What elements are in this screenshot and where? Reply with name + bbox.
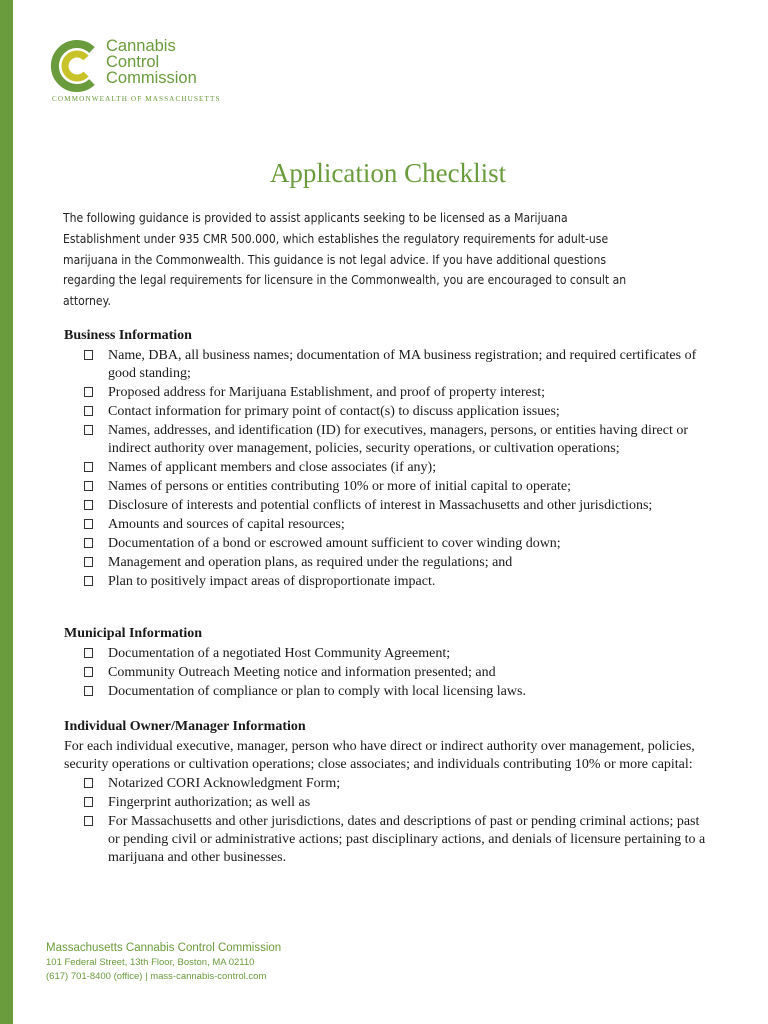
- checkbox-icon[interactable]: [84, 667, 93, 677]
- checklist-item: [64, 554, 714, 572]
- checklist-item-text: Documentation of a bond or escrowed amount sufficient to cover winding down;: [108, 536, 561, 551]
- checklist-item: [64, 573, 714, 591]
- checklist-item: [64, 497, 714, 515]
- logo-wordmark: [106, 38, 197, 86]
- checkbox-icon[interactable]: [84, 519, 93, 529]
- checklist-item-text: Name, DBA, all business names; documentation of MA business registration; and required certificates of good standing;: [108, 348, 697, 381]
- checkbox-icon[interactable]: [84, 778, 93, 788]
- individual-section: [64, 718, 714, 868]
- municipal-section: [64, 625, 714, 702]
- logo-line-3: Commission: [106, 69, 197, 87]
- checkbox-icon[interactable]: [84, 481, 93, 491]
- page-title: Application Checklist: [269, 158, 507, 188]
- checkbox-icon[interactable]: [84, 462, 93, 472]
- checklist-item-text: Names of applicant members and close associates (if any);: [108, 460, 437, 475]
- checklist-item-text: Contact information for primary point of contact(s) to discuss application issues;: [108, 404, 560, 419]
- checklist-item-text: Disclosure of interests and potential conflicts of interest in Massachusetts and other jurisdictions;: [108, 498, 653, 513]
- checklist-item-text: Documentation of a negotiated Host Community Agreement;: [108, 646, 451, 661]
- checklist-item-text: Fingerprint authorization; as well as: [108, 795, 311, 810]
- checkbox-icon[interactable]: [84, 557, 93, 567]
- individual-heading: Individual Owner/Manager Information: [64, 719, 306, 734]
- municipal-checklist: [64, 645, 714, 701]
- intro-paragraph: The following guidance is provided to assist applicants seeking to be licensed as a Marijuana Establishment under 935 CMR 500.000, which establishes the regulatory requirements for adult-use marijuana in the Commonwealth. This guidance is not legal advice. If you have additional questions regarding the legal requirements for licensure in the Commonwealth, you are encouraged to consult an attorney.: [63, 211, 627, 309]
- checklist-item-text: Amounts and sources of capital resources;: [108, 517, 345, 532]
- footer-org: Massachusetts Cannabis Control Commission: [46, 942, 282, 954]
- checkbox-icon[interactable]: [84, 425, 93, 435]
- checklist-item: [64, 384, 714, 402]
- business-section: [64, 327, 714, 592]
- checklist-item-text: For Massachusetts and other jurisdictions, dates and descriptions of past or pending criminal actions; past or pending civil or administrative actions; past disciplinary actions, and denials of licensure pertaining to a marijuana and other businesses.: [108, 814, 706, 865]
- logo-subtitle: COMMONWEALTH OF MASSACHUSETTS: [52, 95, 221, 103]
- checkbox-icon[interactable]: [84, 500, 93, 510]
- business-checklist: [64, 347, 714, 591]
- logo-c-icon: [46, 38, 102, 94]
- checklist-item: [64, 459, 714, 477]
- checklist-item: [64, 683, 714, 701]
- checklist-item-text: Management and operation plans, as required under the regulations; and: [108, 555, 513, 570]
- left-accent-bar: [0, 0, 13, 1024]
- logo-line-2: Control: [106, 53, 160, 71]
- checklist-item: [64, 794, 714, 812]
- checkbox-icon[interactable]: [84, 686, 93, 696]
- checkbox-icon[interactable]: [84, 648, 93, 658]
- checklist-item-text: Names of persons or entities contributing 10% or more of initial capital to operate;: [108, 479, 572, 494]
- checklist-item-text: Notarized CORI Acknowledgment Form;: [108, 776, 341, 791]
- checkbox-icon[interactable]: [84, 797, 93, 807]
- checklist-item: [64, 664, 714, 682]
- checkbox-icon[interactable]: [84, 816, 93, 826]
- checklist-item-text: Plan to positively impact areas of disproportionate impact.: [108, 574, 436, 589]
- individual-description: For each individual executive, manager, person who have direct or indirect authority over management, policies, security operations or cultivation operations; close associates; and individuals contributing 10% or more capital:: [64, 739, 695, 772]
- checkbox-icon[interactable]: [84, 538, 93, 548]
- checklist-item-text: Documentation of compliance or plan to comply with local licensing laws.: [108, 684, 526, 699]
- checklist-item-text: Names, addresses, and identification (ID) for executives, managers, persons, or entities having direct or indirect authority over management, policies, security operations, or cultivation operations;: [108, 423, 689, 456]
- checklist-item-text: Community Outreach Meeting notice and information presented; and: [108, 665, 496, 680]
- checklist-item: [64, 347, 714, 383]
- checkbox-icon[interactable]: [84, 350, 93, 360]
- business-heading: Business Information: [64, 328, 192, 343]
- checklist-item: [64, 403, 714, 421]
- checkbox-icon[interactable]: [84, 387, 93, 397]
- checklist-item: [64, 422, 714, 458]
- individual-checklist: [64, 775, 714, 867]
- logo-line-1: Cannabis: [106, 37, 176, 55]
- footer: [46, 940, 281, 984]
- footer-contact: (617) 701-8400 (office) | mass-cannabis-control.com: [46, 971, 267, 982]
- checklist-item: [64, 516, 714, 534]
- logo: [46, 38, 236, 104]
- checklist-item: [64, 645, 714, 663]
- checklist-item: [64, 775, 714, 793]
- footer-address: 101 Federal Street, 13th Floor, Boston, MA 02110: [46, 957, 255, 968]
- municipal-heading: Municipal Information: [64, 626, 203, 641]
- checkbox-icon[interactable]: [84, 576, 93, 586]
- checklist-item-text: Proposed address for Marijuana Establishment, and proof of property interest;: [108, 385, 546, 400]
- checklist-item: [64, 813, 714, 867]
- checkbox-icon[interactable]: [84, 406, 93, 416]
- checklist-item: [64, 478, 714, 496]
- checklist-item: [64, 535, 714, 553]
